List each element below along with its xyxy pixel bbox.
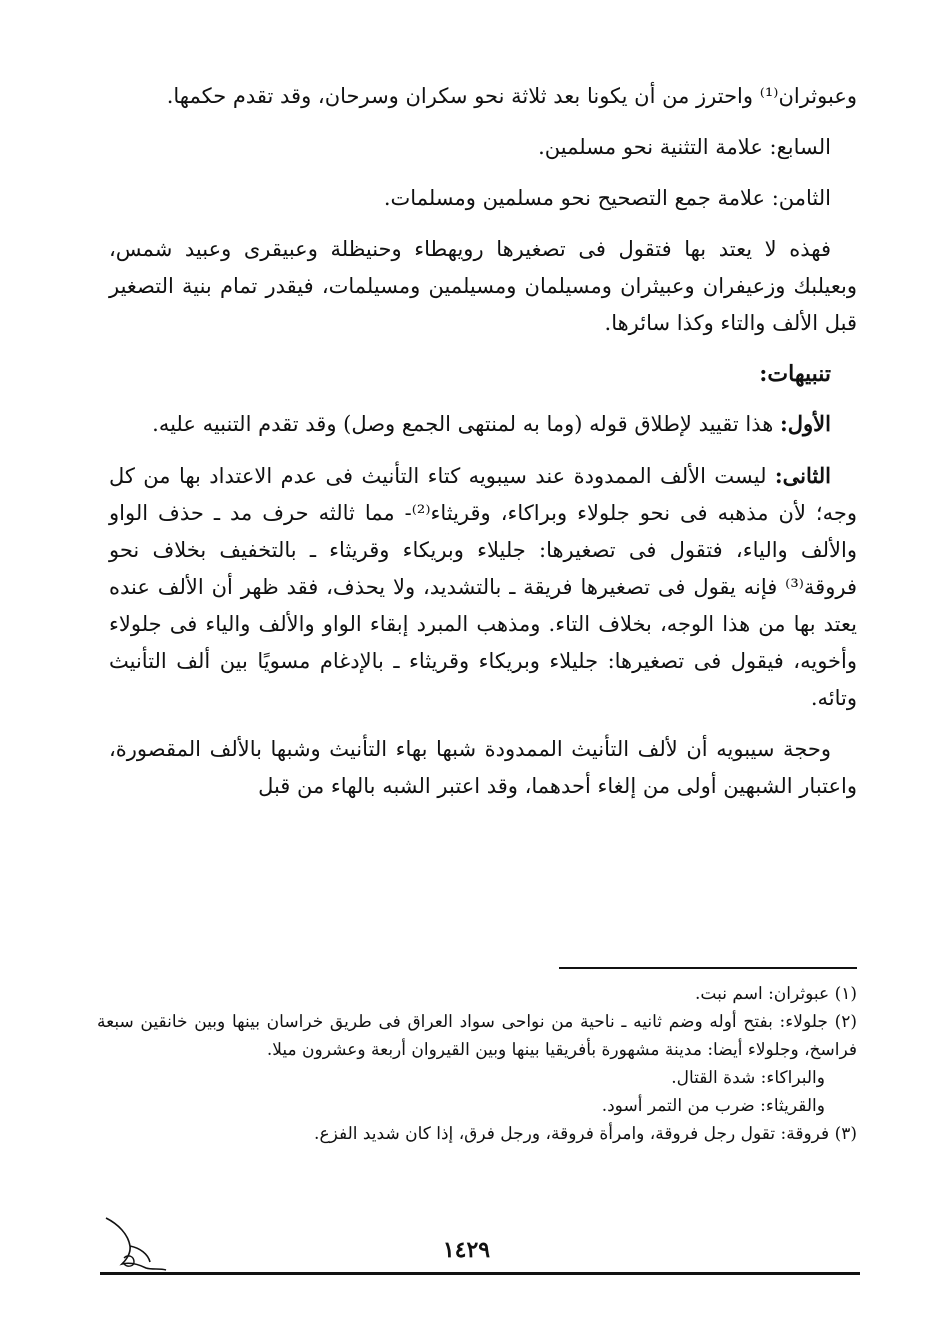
footnote-divider bbox=[559, 967, 857, 969]
note-second-lead: الثانى: bbox=[774, 463, 831, 488]
footnote-2: (٢) جلولاء: بفتح أوله وضم ثانيه ـ ناحية من نواحى سواد العراق فى طريق خراسان بينها وبين خانقين سبعة فراسخ، وجلولاء أيضا: مدينة مشهورة بأفريقيا بينها وبين القيروان أربعة وعشرون ميلا. bbox=[97, 1012, 857, 1060]
footnote-2-qurayth: والقريثاء: ضرب من التمر أسود. bbox=[601, 1096, 825, 1116]
section-heading: تنبيهات: bbox=[759, 361, 831, 387]
paragraph-last: وحجة سيبويه أن لألف التأنيث الممدودة شبها بهاء التأنيث وشبها بالألف المقصورة، واعتبار الشبهين أولى من إلغاء أحدهما، وقد اعتبر الشبه بالهاء من قبل bbox=[109, 737, 857, 798]
footnote-1: (١) عبوثران: اسم نبت. bbox=[695, 984, 857, 1004]
main-text bbox=[109, 78, 857, 819]
paragraph-3: الثامن: علامة جمع التصحيح نحو مسلمين ومسلمات. bbox=[383, 186, 831, 210]
footnote-3: (٣) فروقة: تقول رجل فروقة، وامرأة فروقة، ورجل فرق، إذا كان شديد الفزع. bbox=[314, 1124, 857, 1144]
footnote-2-baraka: والبراكاء: شدة القتال. bbox=[671, 1068, 825, 1088]
note-first bbox=[109, 405, 857, 443]
note-first-lead: الأول: bbox=[780, 411, 831, 436]
bottom-divider bbox=[100, 1272, 860, 1275]
paragraph-4: فهذه لا يعتد بها فتقول فى تصغيرها رويهطاء وحنيظلة وعبيقرى وعبيد شمس، وبعيلبك وزعيفران وعبيثران ومسيلمان ومسيلمين ومسيلمات، فيقدر تمام بنية التصغير قبل الألف والتاء وكذا سائرها. bbox=[109, 237, 857, 335]
note-second-text: ليست الألف الممدودة عند سيبويه كتاء التأنيث فى عدم الاعتداد بها من كل وجه؛ لأن مذهبه فى نحو جلولاء وبراكاء، وقريثاء⁽²⁾- مما ثالثه حرف مد ـ حذف الواو والألف والياء، فتقول فى تصغيرها: جليلاء وبريكاء وقريثاء ـ بالتخفيف بخلاف نحو فروقة⁽³⁾ فإنه يقول فى تصغيرها فريقة ـ بالتشديد، ولا يحذف، فقد ظهر أن الألف عنده يعتد بها من هذا الوجه، بخلاف التاء. ومذهب المبرد إبقاء الواو والألف والياء فى جلولاء وأخويه، فيقول فى تصغيرها: جليلاء وبريكاء وقريثاء ـ بالإدغام مسويًا بين ألف التأنيث وتائه. bbox=[109, 464, 857, 710]
paragraph-2: السابع: علامة التثنية نحو مسلمين. bbox=[538, 135, 831, 159]
note-first-text: هذا تقييد لإطلاق قوله (وما به لمنتهى الجمع وصل) وقد تقدم التنبيه عليه. bbox=[152, 412, 774, 436]
page-number: ١٤٢٩ bbox=[442, 1237, 491, 1263]
paragraph-1: وعبوثران⁽¹⁾ واحترز من أن يكونا بعد ثلاثة نحو سكران وسرحان، وقد تقدم حكمها. bbox=[166, 84, 857, 108]
note-second bbox=[109, 457, 857, 717]
footnotes bbox=[97, 980, 857, 1148]
